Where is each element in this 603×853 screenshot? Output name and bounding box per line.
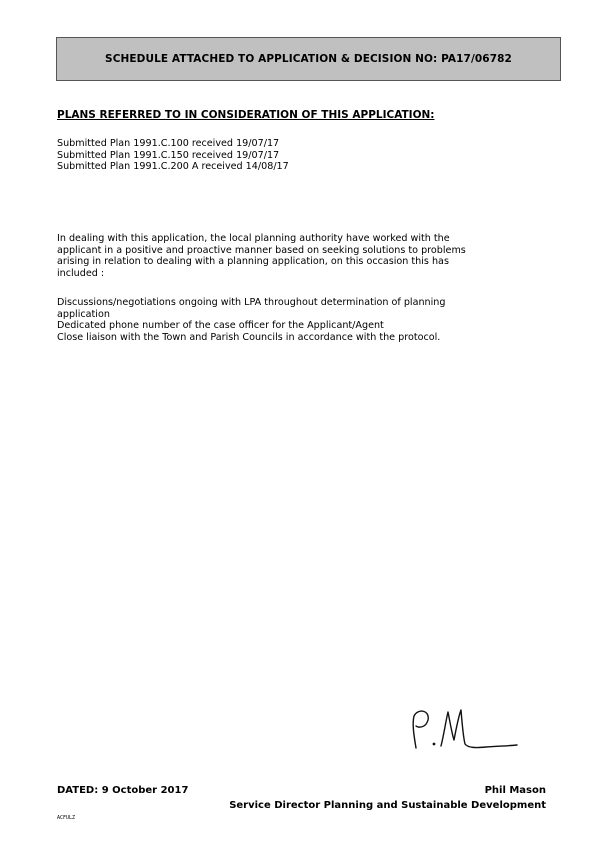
form-code: ACFULZ bbox=[57, 815, 76, 821]
schedule-header-title: SCHEDULE ATTACHED TO APPLICATION & DECISION NO: PA17/06782 bbox=[105, 53, 512, 65]
measure-line: Close liaison with the Town and Parish Councils in accordance with the protocol. bbox=[57, 331, 441, 343]
plans-list bbox=[57, 138, 289, 173]
plan-item: Submitted Plan 1991.C.200 A received 14/08/17 bbox=[57, 161, 289, 172]
signer-title: Service Director Planning and Sustainable Development bbox=[229, 800, 546, 811]
measure-line: Dedicated phone number of the case officer for the Applicant/Agent bbox=[57, 320, 384, 331]
schedule-header bbox=[56, 37, 561, 81]
statement-line: arising in relation to dealing with a planning application, on this occasion this has bbox=[57, 256, 449, 267]
dated-line: DATED: 9 October 2017 bbox=[57, 785, 189, 796]
plan-item: Submitted Plan 1991.C.100 received 19/07/17 bbox=[57, 138, 280, 149]
handwritten-signature bbox=[408, 704, 523, 760]
statement-line: included : bbox=[57, 267, 105, 279]
statement-line: applicant in a positive and proactive manner based on seeking solutions to problems bbox=[57, 244, 466, 256]
plan-item: Submitted Plan 1991.C.150 received 19/07/17 bbox=[57, 149, 280, 161]
positive-working-statement bbox=[57, 233, 547, 279]
signer-name: Phil Mason bbox=[484, 785, 546, 796]
measure-line: application bbox=[57, 308, 110, 320]
statement-line: In dealing with this application, the local planning authority have worked with the bbox=[57, 233, 450, 244]
measure-line: Discussions/negotiations ongoing with LPA throughout determination of planning bbox=[57, 297, 446, 308]
plans-heading: PLANS REFERRED TO IN CONSIDERATION OF THIS APPLICATION: bbox=[57, 109, 435, 121]
measures-list bbox=[57, 297, 537, 343]
